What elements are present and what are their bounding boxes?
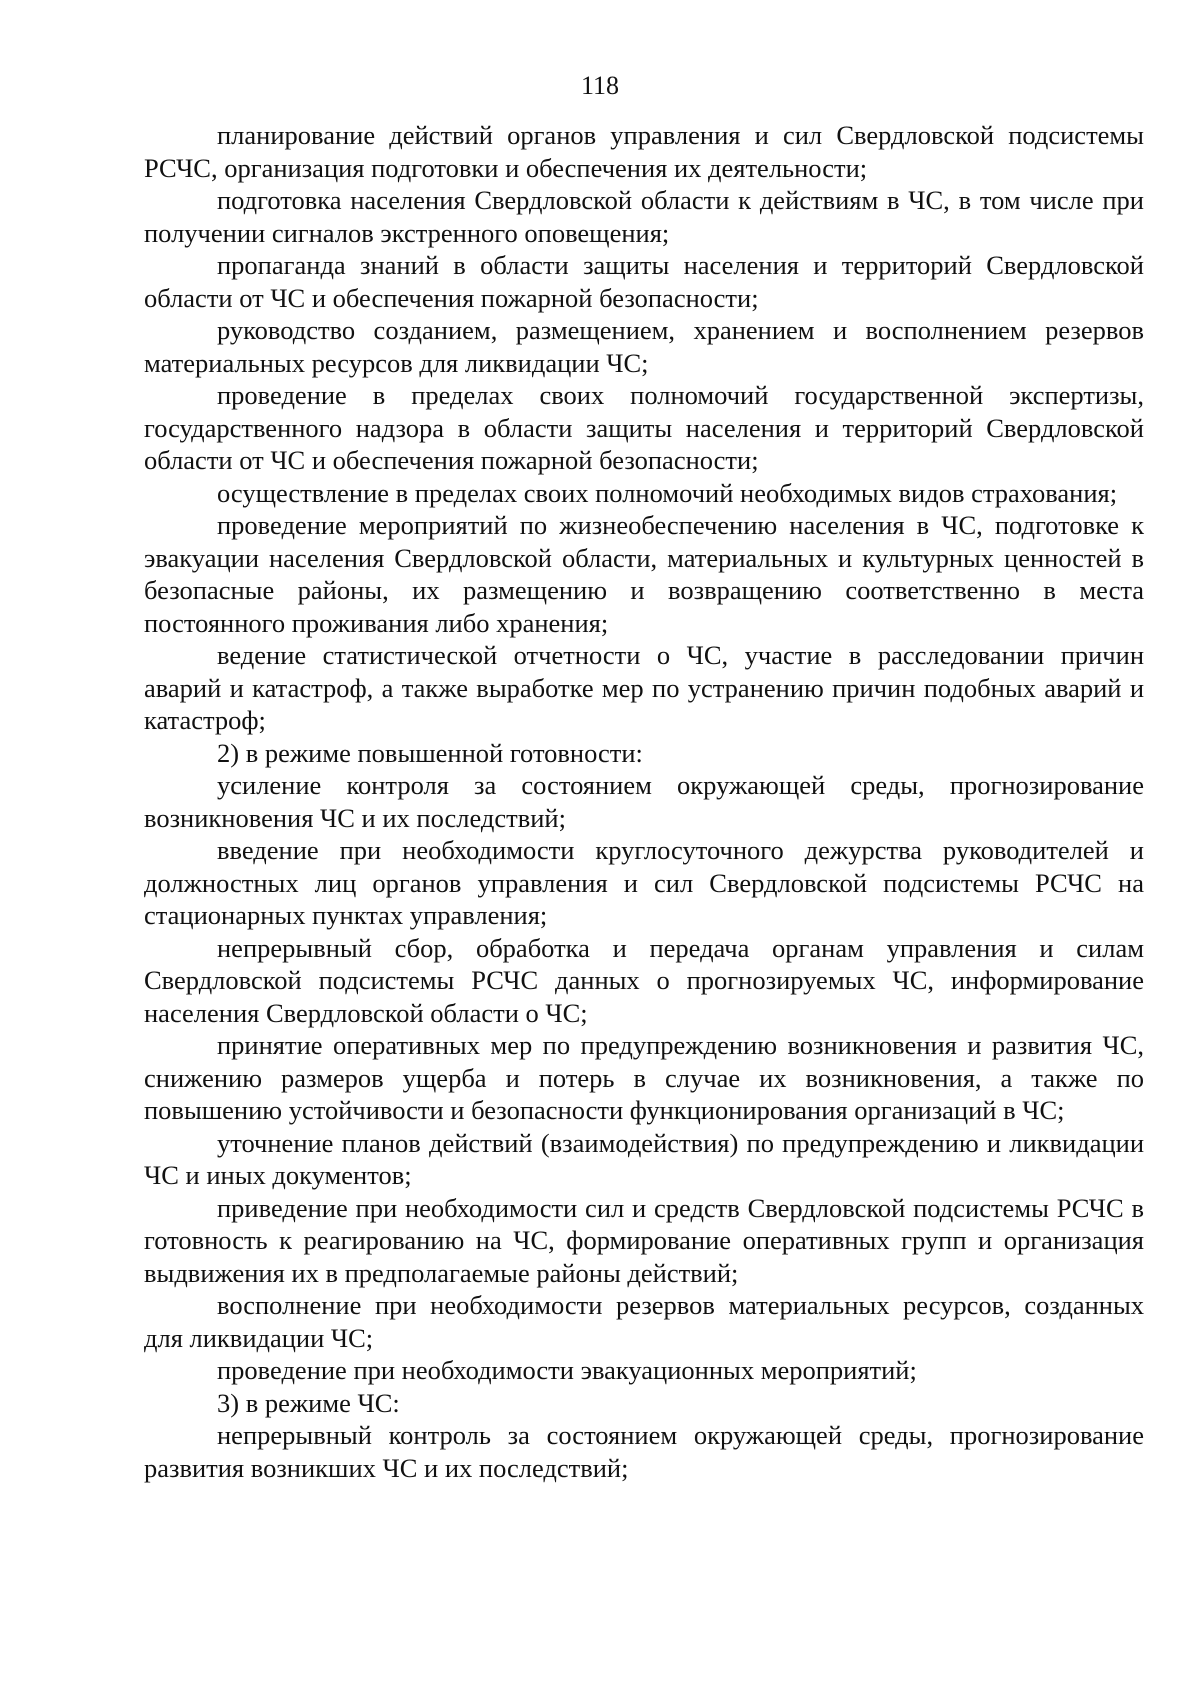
paragraph-population-training: подготовка населения Свердловской области к действиям в ЧС, в том числе при получении сигналов экстренного оповещения;	[144, 185, 1144, 248]
paragraph-forces-readiness: приведение при необходимости сил и средств Свердловской подсистемы РСЧС в готовность к реагированию на ЧС, формирование оперативных групп и организация выдвижения их в предполагаемые районы действий;	[144, 1192, 1144, 1288]
page-number: 118	[580, 71, 620, 100]
paragraph-planning: планирование действий органов управления и сил Свердловской подсистемы РСЧС, организация подготовки и обеспечения их деятельности;	[144, 120, 1144, 183]
paragraph-plans-clarification: уточнение планов действий (взаимодействия) по предупреждению и ликвидации ЧС и иных документов;	[144, 1127, 1144, 1190]
paragraph-reserves-replenishment: восполнение при необходимости резервов материальных ресурсов, созданных для ликвидации ЧС;	[144, 1290, 1144, 1353]
paragraph-continuous-monitoring: непрерывный контроль за состоянием окружающей среды, прогнозирование развития возникших ЧС и их последствий;	[144, 1420, 1144, 1483]
paragraph-reserves-management: руководство созданием, размещением, хранением и восполнением резервов материальных ресурсов для ликвидации ЧС;	[144, 315, 1144, 378]
paragraph-emergency-heading: 3) в режиме ЧС:	[217, 1387, 400, 1418]
paragraph-prevention-measures: принятие оперативных мер по предупреждению возникновения и развития ЧС, снижению размеров ущерба и потерь в случае их возникновения, а также по повышению устойчивости и безопасности функционирования организаций в ЧС;	[144, 1030, 1144, 1125]
paragraph-round-the-clock-duty: введение при необходимости круглосуточного дежурства руководителей и должностных лиц органов управления и сил Свердловской подсистемы РСЧС на стационарных пунктах управления;	[144, 835, 1144, 930]
paragraph-data-collection: непрерывный сбор, обработка и передача органам управления и силам Свердловской подсистемы РСЧС данных о прогнозируемых ЧС, информирование населения Свердловской области о ЧС;	[144, 932, 1144, 1028]
paragraph-state-expertise: проведение в пределах своих полномочий государственной экспертизы, государственного надзора в области защиты населения и территорий Свердловской области от ЧС и обеспечения пожарной безопасности;	[144, 380, 1144, 475]
paragraph-statistics: ведение статистической отчетности о ЧС, участие в расследовании причин аварий и катастроф, а также выработке мер по устранению причин подобных аварий и катастроф;	[144, 640, 1144, 735]
paragraph-evacuation: проведение при необходимости эвакуационных мероприятий;	[217, 1355, 917, 1385]
document-body	[144, 119, 1144, 1484]
paragraph-knowledge-propaganda: пропаганда знаний в области защиты населения и территорий Свердловской области от ЧС и обеспечения пожарной безопасности;	[144, 250, 1144, 313]
paragraph-enhanced-monitoring: усиление контроля за состоянием окружающей среды, прогнозирование возникновения ЧС и их последствий;	[144, 770, 1144, 833]
paragraph-insurance: осуществление в пределах своих полномочий необходимых видов страхования;	[217, 477, 1118, 508]
paragraph-high-readiness-heading: 2) в режиме повышенной готовности:	[217, 737, 643, 768]
paragraph-life-support: проведение мероприятий по жизнеобеспечению населения в ЧС, подготовке к эвакуации населения Свердловской области, материальных и культурных ценностей в безопасные районы, их размещению и возвращению соответственно в места постоянного проживания либо хранения;	[144, 510, 1144, 638]
